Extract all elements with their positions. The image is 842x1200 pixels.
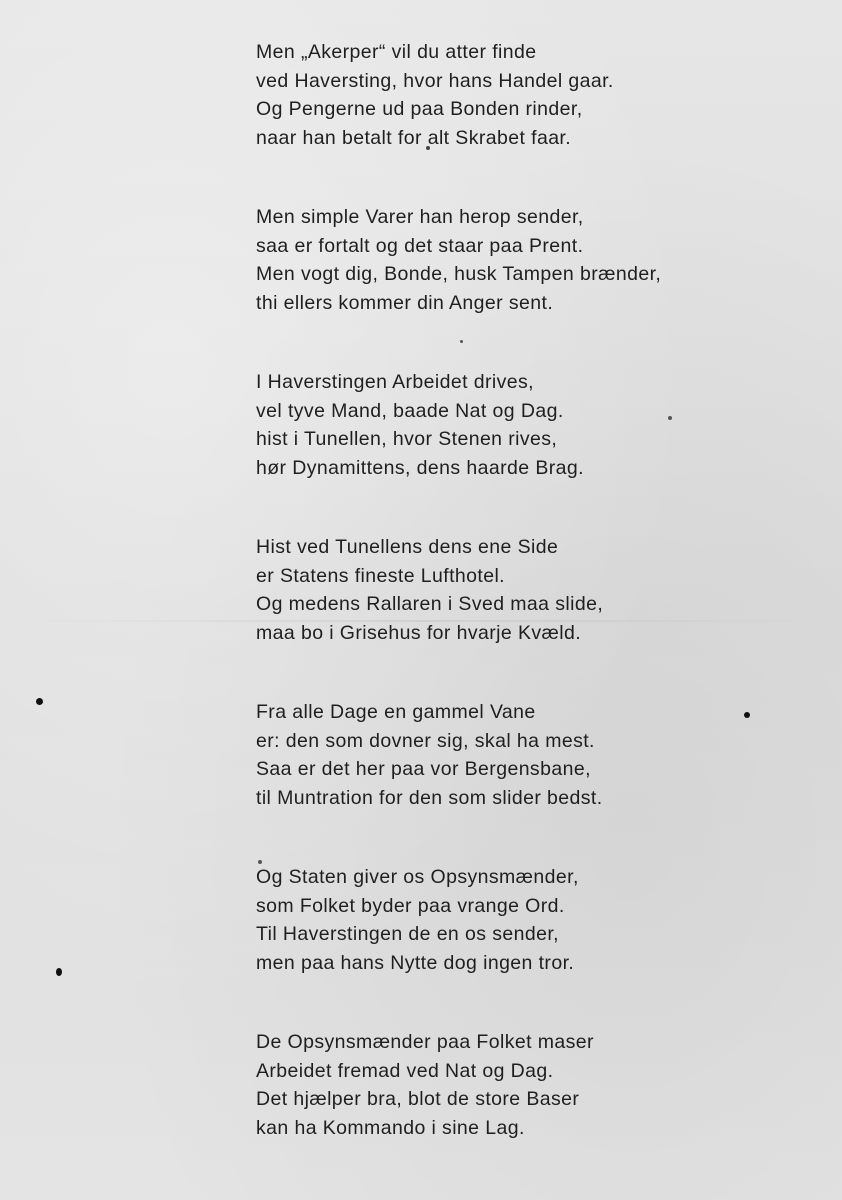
verse-line: Saa er det her paa vor Bergensbane, [256,758,591,780]
stanza-1 [256,38,776,152]
stanza-7 [256,1028,776,1142]
verse-line: Men simple Varer han herop sender, [256,206,584,228]
verse-line: naar han betalt for alt Skrabet faar. [256,126,572,149]
verse-line: men paa hans Nytte dog ingen tror. [256,951,575,974]
verse-line: vel tyve Mand, baade Nat og Dag. [256,399,564,422]
verse-line: Og medens Rallaren i Sved maa slide, [256,593,604,615]
stanza-3 [256,368,776,482]
stanza-2 [256,203,776,317]
verse-line: hist i Tunellen, hvor Stenen rives, [256,428,558,450]
verse-line: Til Haverstingen de en os sender, [256,923,559,945]
verse-line: som Folket byder paa vrange Ord. [256,894,565,917]
verse-line: Og Pengerne ud paa Bonden rinder, [256,98,583,120]
ink-speck [56,968,62,976]
verse-line: Det hjælper bra, blot de store Baser [256,1088,580,1110]
verse-line: er Statens fineste Lufthotel. [256,564,505,587]
verse-line: Men „Akerper“ vil du atter finde [256,41,537,63]
verse-line: De Opsynsmænder paa Folket maser [256,1031,594,1053]
verse-line: I Haverstingen Arbeidet drives, [256,371,534,393]
poem-text [256,38,776,1142]
verse-line: til Muntration for den som slider bedst. [256,786,603,809]
verse-line: ved Haversting, hvor hans Handel gaar. [256,69,614,92]
verse-line: maa bo i Grisehus for hvarje Kvæld. [256,621,582,644]
verse-line: Men vogt dig, Bonde, husk Tampen brænder, [256,263,662,285]
stanza-6 [256,863,776,977]
verse-line: kan ha Kommando i sine Lag. [256,1116,525,1139]
verse-line: Arbeidet fremad ved Nat og Dag. [256,1059,554,1082]
verse-line: er: den som dovner sig, skal ha mest. [256,729,595,752]
verse-line: Og Staten giver os Opsynsmænder, [256,866,579,888]
verse-line: Fra alle Dage en gammel Vane [256,701,536,723]
verse-line: saa er fortalt og det staar paa Prent. [256,234,584,257]
stanza-4 [256,533,776,647]
verse-line: thi ellers kommer din Anger sent. [256,291,554,314]
verse-line: Hist ved Tunellens dens ene Side [256,536,559,558]
stanza-5 [256,698,776,812]
ink-speck [36,698,43,705]
verse-line: hør Dynamittens, dens haarde Brag. [256,456,584,479]
